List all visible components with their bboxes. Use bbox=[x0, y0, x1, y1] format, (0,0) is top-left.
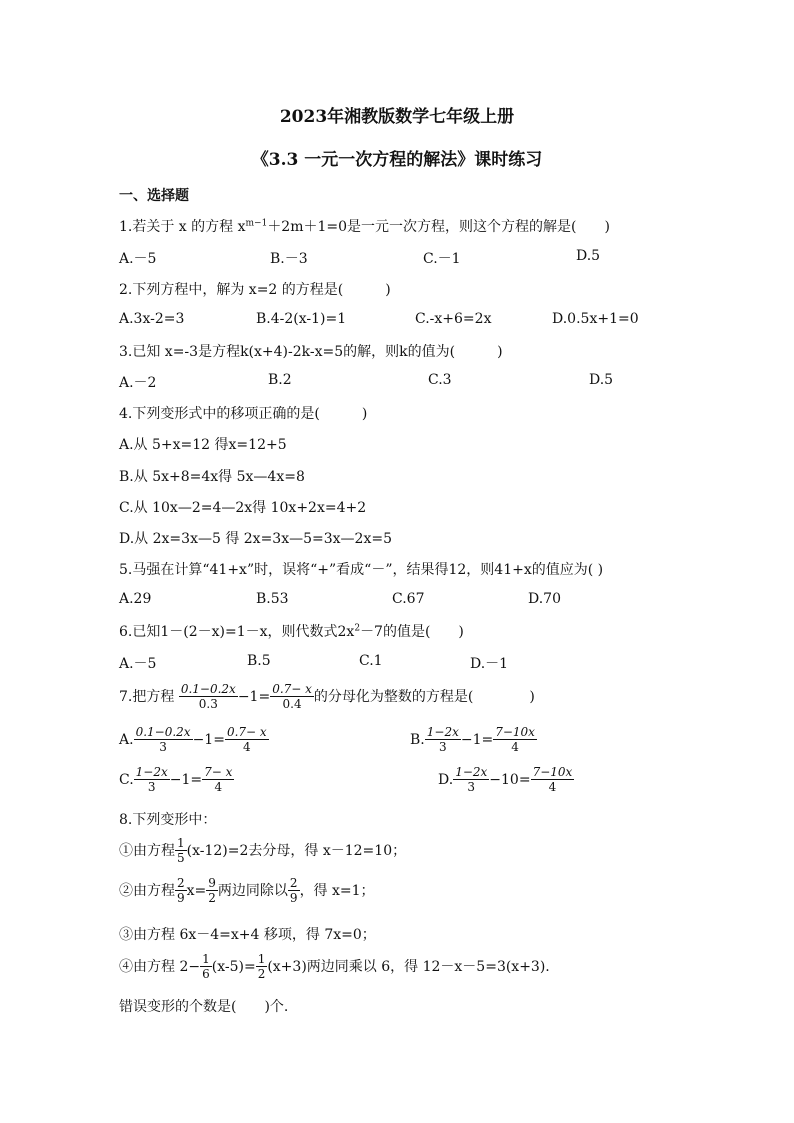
question-5-option-d: D.70 bbox=[528, 591, 561, 607]
question-2-stem: 2.下列方程中，解为 x=2 的方程是( ) bbox=[119, 282, 391, 298]
question-2-option-a: A.3x-2=3 bbox=[119, 311, 185, 327]
question-3-option-b: B.2 bbox=[268, 372, 292, 388]
question-7-stem: 7.把方程 $\frac{0.1-0.2x}{0.3}$ −1= $\frac{0.7- x}{0.4}$ 的分母化为整数的方程是( ) bbox=[119, 682, 535, 712]
question-3-option-c: C.3 bbox=[428, 372, 452, 388]
question-8-tail: 错误变形的个数是( )个. bbox=[119, 999, 289, 1015]
question-4-option-b: B.从 5x+8=4x得 5x—4x=8 bbox=[119, 469, 305, 485]
question-4-option-c: C.从 10x—2=4—2x得 10x+2x=4+2 bbox=[119, 500, 367, 516]
question-1-stem: 1.若关于 x 的方程 $x^{m-1}+2m+1=0$是一元一次方程，则这个方程的解是( ) bbox=[119, 218, 610, 235]
question-4-option-d: D.从 2x=3x—5 得 2x=3x—5=3x—2x=5 bbox=[119, 531, 392, 547]
question-1-option-a: A.－5 bbox=[119, 251, 157, 267]
question-5-option-a: A.29 bbox=[119, 591, 152, 607]
fraction: $\frac{0.1-0.2x}{0.3}$ bbox=[180, 682, 236, 712]
question-6-option-d: D.－1 bbox=[470, 656, 509, 672]
question-5-option-b: B.53 bbox=[256, 591, 289, 607]
document-subtitle: 《3.3 一元一次方程的解法》课时练习 bbox=[251, 150, 543, 170]
question-7-option-b: B. $\frac{1-2x}{3}$ −1= $\frac{7-10x}{4}$ bbox=[410, 725, 535, 755]
question-1-option-d: D.5 bbox=[576, 248, 601, 264]
question-1-option-c: C.－1 bbox=[423, 251, 461, 267]
question-5-stem: 5.马强在计算“41+x”时，误将“+”看成“－”，结果得12，则41+x的值应为( ) bbox=[119, 562, 604, 578]
question-4-stem: 4.下列变形式中的移项正确的是( ) bbox=[119, 406, 368, 422]
question-3-option-a: A.－2 bbox=[119, 375, 157, 391]
question-6-stem: 6.已知1－(2－x)=1－x，则代数式$2x^2-7$的值是( ) bbox=[119, 623, 464, 640]
section-heading: 一、选择题 bbox=[119, 188, 189, 204]
question-8-item-4: ④由方程 2− $\frac{1}{6}$ (x-5)= $\frac{1}{2}$ (x+3)两边同乘以 6，得 12－x－5=3(x+3). bbox=[119, 952, 550, 982]
question-2-option-d: D.0.5x+1=0 bbox=[552, 311, 639, 327]
question-8-item-2: ②由方程 $\frac{2}{9}$ x= $\frac{9}{2}$ 两边同除以 $\frac{2}{9}$ ，得 x=1； bbox=[119, 876, 375, 906]
question-8-stem: 8.下列变形中： bbox=[119, 812, 217, 828]
question-4-option-a: A.从 5+x=12 得x=12+5 bbox=[119, 437, 287, 453]
question-8-item-3: ③由方程 6x－4=x+4 移项，得 7x=0； bbox=[119, 927, 376, 943]
question-7-option-c: C. $\frac{1-2x}{3}$ −1= $\frac{7- x}{4}$ bbox=[119, 765, 233, 795]
question-7-option-a: A. $\frac{0.1-0.2x}{3}$ −1= $\frac{0.7- x}{4}$ bbox=[119, 725, 267, 755]
question-3-option-d: D.5 bbox=[589, 372, 614, 388]
question-1-option-b: B.－3 bbox=[270, 251, 308, 267]
question-7-option-d: D. $\frac{1-2x}{3}$ −10= $\frac{7-10x}{4}$ bbox=[438, 765, 573, 795]
question-6-option-a: A.－5 bbox=[119, 656, 157, 672]
fraction: $\frac{0.7- x}{0.4}$ bbox=[272, 682, 312, 712]
question-6-option-c: C.1 bbox=[359, 653, 383, 669]
question-3-stem: 3.已知 x=-3是方程k(x+4)-2k-x=5的解，则k的值为( ) bbox=[119, 344, 503, 360]
question-8-item-1: ①由方程 $\frac{1}{5}$ (x-12)=2去分母，得 x－12=10； bbox=[119, 836, 407, 866]
document-title: 2023年湘教版数学七年级上册 bbox=[279, 107, 515, 127]
question-6-option-b: B.5 bbox=[247, 653, 271, 669]
question-2-option-c: C.-x+6=2x bbox=[415, 311, 492, 327]
question-5-option-c: C.67 bbox=[392, 591, 425, 607]
question-2-option-b: B.4-2(x-1)=1 bbox=[256, 311, 347, 327]
